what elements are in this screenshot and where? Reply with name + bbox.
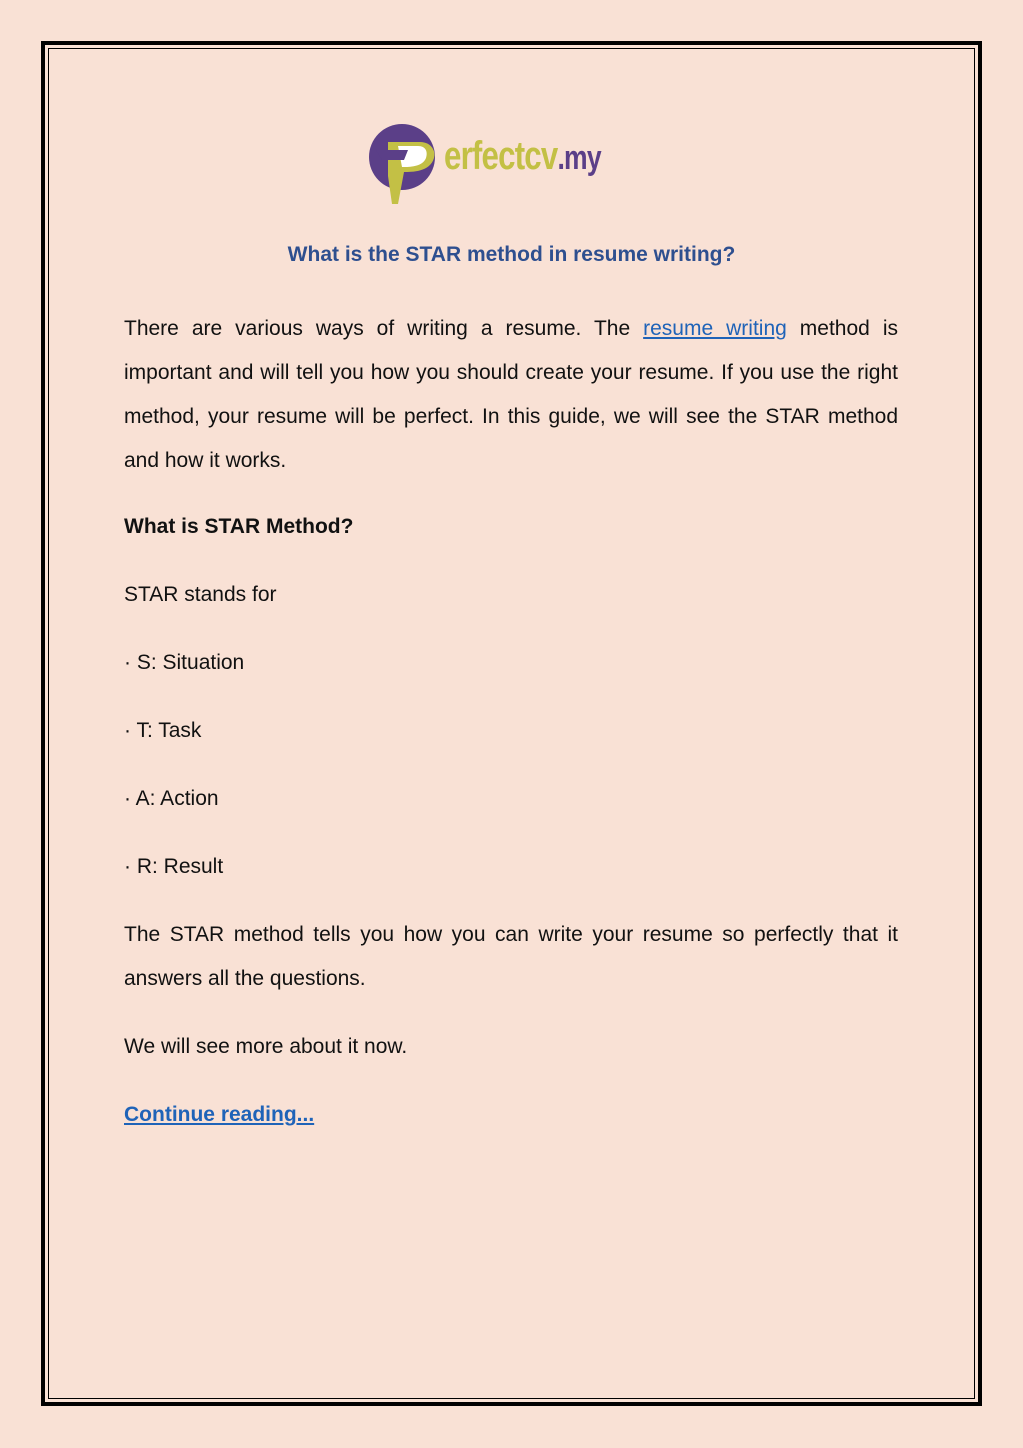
document-title: What is the STAR method in resume writing?: [287, 243, 736, 266]
star-item-situation: · S: Situation: [124, 651, 245, 674]
resume-writing-link[interactable]: resume writing: [643, 317, 787, 340]
see-more-text: We will see more about it now.: [124, 1035, 408, 1058]
logo-brand-tld: .my: [557, 139, 601, 177]
star-item-action: · A: Action: [124, 787, 219, 810]
section-heading: What is STAR Method?: [124, 515, 354, 538]
intro-paragraph: [124, 307, 898, 483]
star-item-task: · T: Task: [124, 719, 202, 742]
perfectcv-p-mark-icon: [368, 120, 444, 206]
continue-reading-link[interactable]: Continue reading...: [124, 1103, 315, 1126]
intro-text-after: method is important and will tell you how you should create your resume. If you use the right method, your resume will be perfect. In this guide, we will see the STAR method and how it works.: [124, 317, 898, 472]
intro-text-before: There are various ways of writing a resume. The: [124, 317, 644, 340]
continue-reading-line: [124, 1099, 898, 1131]
document-body: [124, 307, 898, 1131]
stands-for-text: STAR stands for: [124, 583, 277, 606]
logo-brand-main: erfectcv: [444, 134, 558, 178]
logo-wordmark: [444, 136, 601, 176]
star-item-result: · R: Result: [124, 855, 224, 878]
star-method-paragraph: The STAR method tells you how you can write your resume so perfectly that it answers all the questions.: [124, 923, 898, 990]
perfectcv-logo[interactable]: [368, 120, 658, 206]
